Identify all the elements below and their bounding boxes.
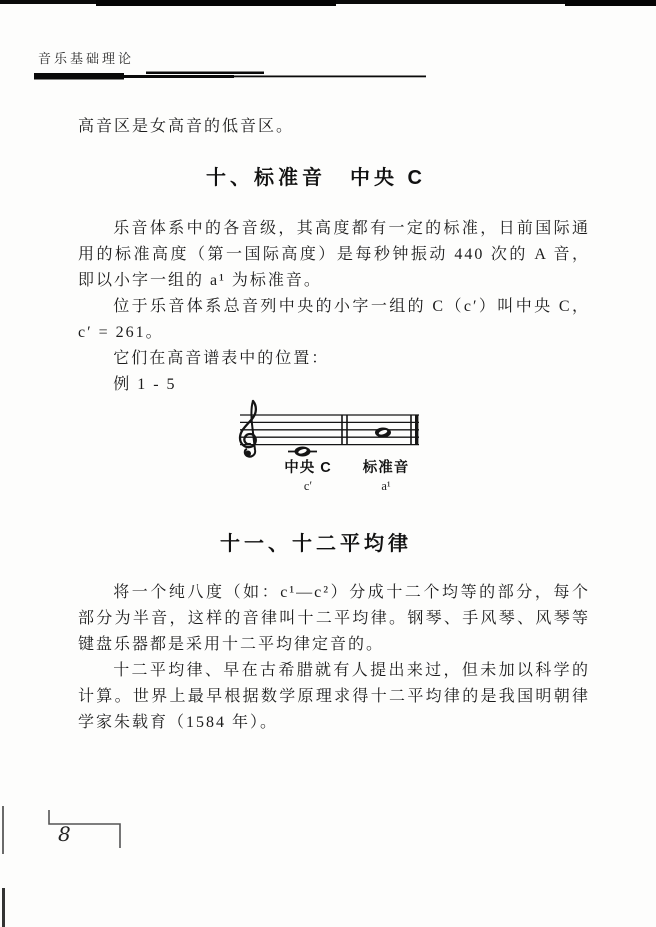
- scan-artifact-left-edge-line: [2, 888, 5, 927]
- pitch-name-c-prime: c′: [303, 479, 313, 493]
- paragraph: 位于乐音体系总音列中央的小字一组的 C（c′）叫中央 C，c′ = 261。: [78, 298, 590, 341]
- page-number: 8: [58, 822, 71, 846]
- treble-clef-icon: [240, 401, 256, 457]
- paragraph: 十二平均律、早在古希腊就有人提出来过，但未加以科学的计算。世界上最早根据数学原理求得十二平均律的是我国明朝律学家朱载育（1584 年）。: [78, 662, 590, 731]
- paragraph: 将一个纯八度（如：c¹—c²）分成十二个均等的部分，每个部分为半音，这样的音律叫十二平均律。钢琴、手风琴、风琴等键盘乐器都是采用十二平均律定音的。: [78, 584, 590, 653]
- section-title-standard-pitch: 十、标准音 中央 C: [206, 167, 426, 189]
- paragraph: 它们在高音谱表中的位置：: [113, 350, 330, 367]
- section-title-equal-temperament: 十一、十二平均律: [220, 533, 412, 555]
- staff-lines: [240, 415, 419, 445]
- whole-note-a1: [375, 428, 391, 438]
- note-label-middle-c: 中央 C: [284, 460, 332, 476]
- paragraph: 乐音体系中的各音级，其高度都有一定的标准，日前国际通用的标准高度（第一国际高度）是每秒钟振动 440 次的 A 音，即以小字一组的 a¹ 为标准音。: [78, 220, 590, 289]
- whole-note-middle-c: [288, 447, 317, 457]
- note-label-standard-pitch: 标准音: [362, 460, 410, 476]
- section-standard-pitch-text: [78, 216, 590, 398]
- music-staff-example: [228, 398, 438, 500]
- scan-artifact-top-blotch: [565, 0, 656, 6]
- scan-artifact-top-blotch: [96, 0, 336, 6]
- header-rule: [34, 70, 434, 82]
- example-number-label: 例 1 - 5: [113, 376, 177, 393]
- paragraph-continuation-line: 高音区是女高音的低音区。: [78, 118, 295, 135]
- pitch-name-a1: a¹: [381, 479, 391, 493]
- running-header-title: 音乐基础理论: [38, 51, 135, 66]
- scan-artifact-left-edge-line: [2, 806, 4, 854]
- section-equal-temperament-text: [78, 580, 590, 736]
